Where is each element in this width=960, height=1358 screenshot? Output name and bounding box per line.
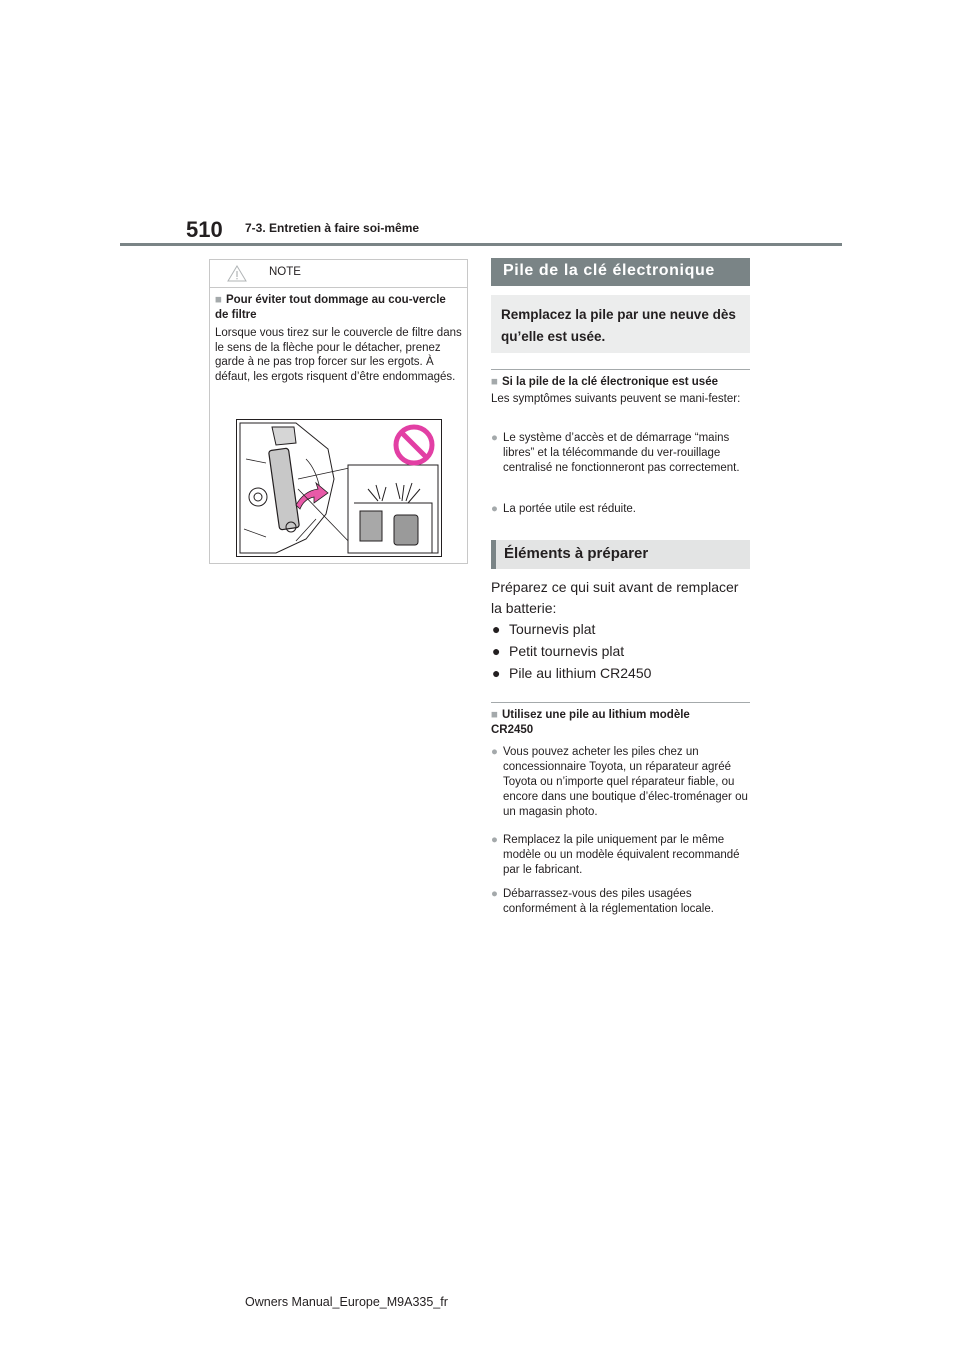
note-header bbox=[210, 260, 467, 288]
section-header-prep-text: Éléments à préparer bbox=[504, 545, 649, 562]
header-divider bbox=[120, 243, 842, 246]
list-item-text: Remplacez la pile uniquement par le même modèle ou un modèle équivalent recommandé par le fabricant. bbox=[503, 834, 740, 876]
list-item bbox=[491, 745, 750, 820]
battery-subheading-text: Si la pile de la clé électronique est usée bbox=[501, 376, 718, 388]
divider bbox=[491, 702, 750, 703]
note-title: NOTE bbox=[269, 266, 301, 278]
lithium-subheading bbox=[491, 708, 731, 737]
list-item bbox=[491, 833, 750, 878]
page-number: 510 bbox=[186, 217, 223, 242]
tool-item-text: Pile au lithium CR2450 bbox=[509, 665, 652, 681]
square-bullet-icon: ■ bbox=[215, 294, 222, 306]
section-header-battery bbox=[491, 258, 750, 286]
circle-bullet-icon: ● bbox=[491, 888, 498, 900]
bullet-dot-icon: ● bbox=[492, 621, 501, 637]
divider bbox=[491, 369, 750, 370]
warning-triangle-icon bbox=[227, 265, 247, 282]
note-box bbox=[209, 259, 468, 564]
tool-item bbox=[491, 620, 595, 638]
tool-item bbox=[491, 642, 624, 660]
list-item-text: Débarrassez-vous des piles usagées conformément à la réglementation locale. bbox=[503, 888, 714, 915]
circle-bullet-icon: ● bbox=[491, 834, 498, 846]
square-bullet-icon: ■ bbox=[491, 376, 498, 388]
bullet-dot-icon: ● bbox=[492, 665, 501, 681]
circle-bullet-icon: ● bbox=[491, 746, 498, 758]
list-item-text: La portée utile est réduite. bbox=[503, 503, 636, 515]
list-item bbox=[491, 502, 750, 517]
tool-item bbox=[491, 664, 651, 682]
tool-item-text: Petit tournevis plat bbox=[509, 643, 625, 659]
section-header-battery-text: Pile de la clé électronique bbox=[503, 262, 715, 279]
battery-lead: Les symptômes suivants peuvent se mani-fester: bbox=[491, 393, 741, 405]
list-item-text: Le système d’accès et de démarrage “mains libres” et la télécommande du ver-rouillage centralisé ne fonctionneront pas correctement. bbox=[503, 432, 740, 474]
battery-intro-text: Remplacez la pile par une neuve dès qu’elle est usée. bbox=[501, 307, 736, 344]
list-item-text: Vous pouvez acheter les piles chez un concessionnaire Toyota, un réparateur agréé Toyota ou n’importe quel réparateur fiable, ou encore dans une boutique d’élec-troménager ou un magasin photo. bbox=[503, 746, 748, 818]
circle-bullet-icon: ● bbox=[491, 432, 498, 444]
circle-bullet-icon: ● bbox=[491, 503, 498, 515]
section-header-prep bbox=[491, 540, 750, 569]
lithium-subheading-text: Utilisez une pile au lithium modèle CR2450 bbox=[491, 709, 690, 736]
list-item bbox=[491, 431, 750, 476]
footer-text: Owners Manual_Europe_M9A335_fr bbox=[245, 1295, 448, 1309]
note-body: Lorsque vous tirez sur le couvercle de filtre dans le sens de la flèche pour le détacher, prenez garde à ne pas trop forcer sur les ergots. À défaut, les ergots risquent d’être endommagés. bbox=[215, 327, 462, 383]
note-subheading bbox=[215, 293, 460, 322]
filter-cover-illustration bbox=[236, 419, 442, 557]
list-item bbox=[491, 887, 750, 917]
tool-item-text: Tournevis plat bbox=[509, 621, 596, 637]
prep-intro: Préparez ce qui suit avant de remplacer la batterie: bbox=[491, 579, 739, 616]
battery-subheading bbox=[491, 375, 750, 390]
bullet-dot-icon: ● bbox=[492, 643, 501, 659]
section-title: 7-3. Entretien à faire soi-même bbox=[245, 221, 420, 235]
note-subheading-text: Pour éviter tout dommage au cou-vercle de filtre bbox=[215, 294, 446, 321]
battery-intro-box bbox=[491, 295, 750, 353]
square-bullet-icon: ■ bbox=[491, 709, 498, 721]
